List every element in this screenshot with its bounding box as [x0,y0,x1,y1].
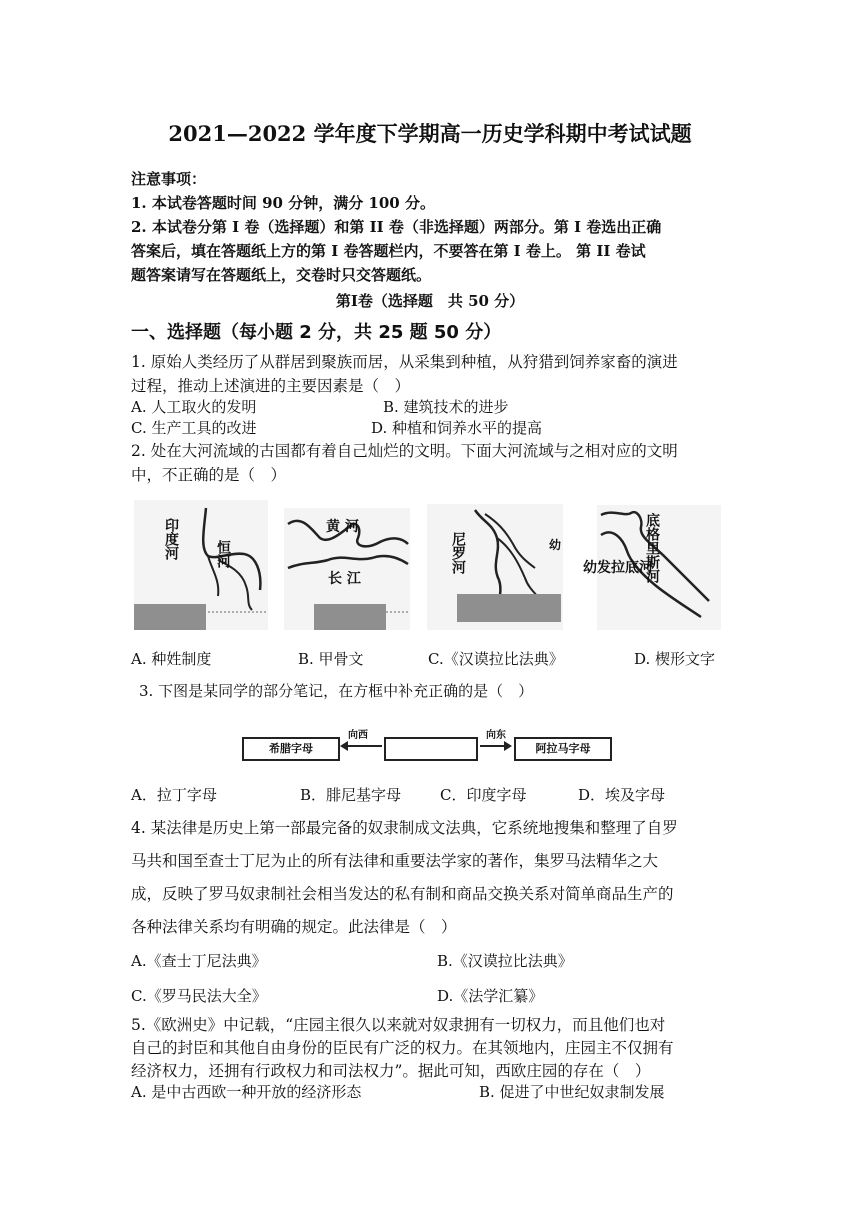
q1-stem-line-2: 过程，推动上述演进的主要因素是（ ） [131,377,411,395]
q5-stem-line-3: 经济权力，还拥有行政权力和司法权力”。据此可知，西欧庄园的存在（ ） [131,1062,651,1080]
q4-option-c: C.《罗马民法大全》 [131,987,267,1005]
q2-stem-line-1: 2. 处在大河流域的古国都有着自己灿烂的文明。下面大河流域与之相对应的文明 [131,442,678,460]
q5-option-b: B. 促进了中世纪奴隶制发展 [479,1083,665,1101]
exam-title: 2021—2022 学年度下学期高一历史学科期中考试试题 [168,121,692,146]
q4-stem-line-2: 马共和国至查士丁尼为止的所有法律和重要法学家的著作，集罗马法精华之大 [131,852,659,870]
q1-stem-line-1: 1. 原始人类经历了从群居到聚族而居，从采集到种植，从狩猎到饲养家畜的演进 [131,353,678,371]
map-3-label-partial: 幼 [549,538,562,552]
q5-option-a: A. 是中古西欧一种开放的经济形态 [131,1083,362,1101]
q3-box-greek: 希腊字母 [242,737,340,761]
map-1-label-ganges: 恒河 [215,540,231,568]
map-1-cover [134,604,206,630]
q2-option-a: A. 种姓制度 [131,650,212,668]
map-4-label-tigris: 底格里斯河 [644,513,660,583]
notice-line-2c: 题答案请写在答题纸上，交卷时只交答题纸。 [131,266,432,284]
q4-option-b: B.《汉谟拉比法典》 [437,952,573,970]
q1-option-d: D. 种植和饲养水平的提高 [371,419,543,437]
q3-stem: 3. 下图是某同学的部分笔记，在方框中补充正确的是（ ） [139,682,534,700]
map-1-label-indus: 印度河 [163,518,179,560]
q2-option-d: D. 楔形文字 [634,650,716,668]
map-2-label-yellow-river: 黄 河 [326,519,359,535]
map-4-label-euphrates: 幼发拉底河 [583,560,653,576]
q4-stem-line-1: 4. 某法律是历史上第一部最完备的奴隶制成文法典，它系统地搜集和整理了自罗 [131,819,678,837]
q5-stem-line-1: 5.《欧洲史》中记载，“庄园主很久以来就对奴隶拥有一切权力，而且他们也对 [131,1016,666,1034]
q3-option-d: D．埃及字母 [578,786,666,804]
map-yellow-yangtze [284,508,410,630]
q1-option-c: C. 生产工具的改进 [131,419,257,437]
map-indus-ganges [134,500,268,630]
map-3-cover [457,594,561,622]
q5-stem-line-2: 自己的封臣和其他自由身份的臣民有广泛的权力。在其领地内，庄园主不仅拥有 [131,1039,674,1057]
q4-stem-line-4: 各种法律关系均有明确的规定。此法律是（ ） [131,918,457,936]
q3-arrow-east-label: 向东 [486,730,506,741]
q3-blank-box[interactable] [384,737,478,761]
map-3-label-nile: 尼罗河 [450,532,466,574]
map-nile [427,504,563,630]
part-one-header: 第Ⅰ卷（选择题 共 50 分） [335,292,525,310]
notice-line-2a: 2. 本试卷分第 I 卷（选择题）和第 II 卷（非选择题）两部分。第 I 卷选出正确 [131,218,662,236]
q3-box-aramaic: 阿拉马字母 [514,737,612,761]
q4-stem-line-3: 成，反映了罗马奴隶制社会相当发达的私有制和商品交换关系对简单商品生产的 [131,885,674,903]
q4-option-a: A.《查士丁尼法典》 [131,952,267,970]
q3-arrow-west-label: 向西 [348,730,368,741]
notice-line-1: 1. 本试卷答题时间 90 分钟，满分 100 分。 [131,194,435,212]
notice-line-2b: 答案后，填在答题纸上方的第 I 卷答题栏内，不要答在第 I 卷上。 第 II 卷试 [131,242,646,260]
notice-heading: 注意事项： [131,170,207,188]
q2-option-b: B. 甲骨文 [298,650,364,668]
q3-option-a: A．拉丁字母 [131,786,217,804]
q3-option-c: C．印度字母 [440,786,527,804]
q2-stem-line-2: 中，不正确的是（ ） [131,466,287,484]
q2-option-c: C.《汉谟拉比法典》 [428,650,564,668]
q1-option-b: B. 建筑技术的进步 [383,398,509,416]
q1-option-a: A. 人工取火的发明 [131,398,257,416]
section-heading: 一、选择题（每小题 2 分，共 25 题 50 分） [131,322,502,343]
map-2-label-yangtze: 长 江 [328,571,361,587]
q3-option-b: B．腓尼基字母 [300,786,402,804]
q4-option-d: D.《法学汇纂》 [437,987,544,1005]
map-tigris-euphrates [583,505,721,630]
map-2-cover [314,604,386,630]
